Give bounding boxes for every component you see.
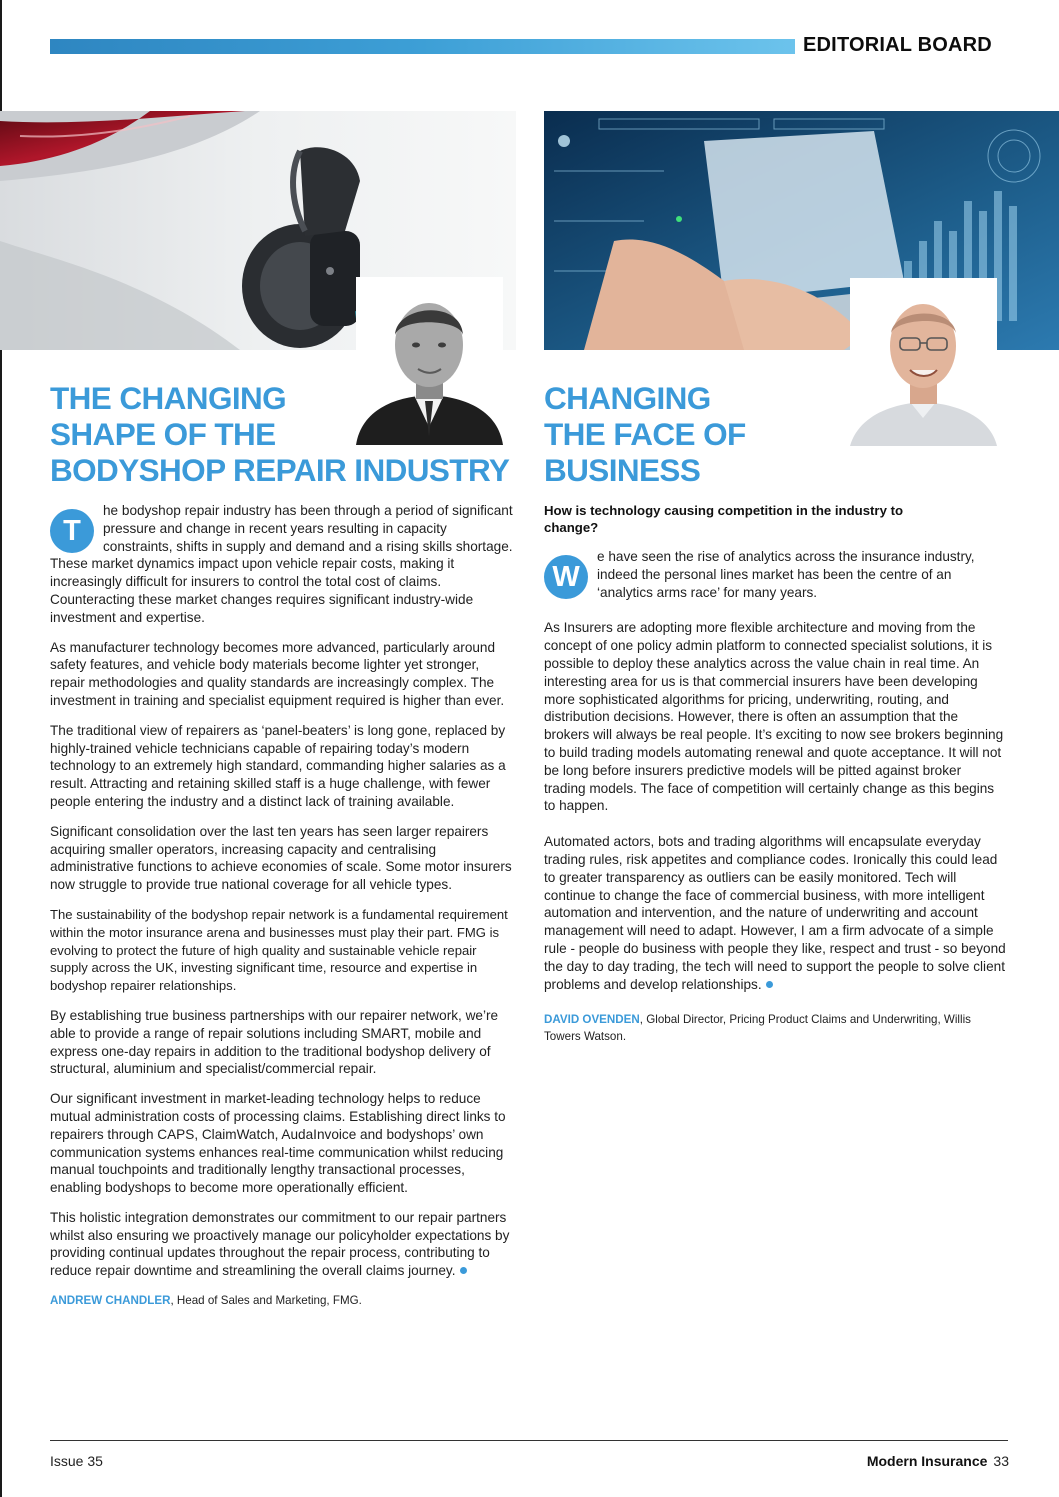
headline-line: BUSINESS — [544, 452, 701, 488]
left-article-headline — [50, 380, 509, 488]
end-mark-icon — [766, 981, 773, 988]
right-article-body — [544, 502, 1006, 1057]
article-paragraph — [50, 1209, 516, 1280]
article-paragraph: Our significant investment in market-leading technology helps to reduce mutual administration costs of processing claims. Establishing direct links to repairers through CAPS, ClaimWatch, AudaInvoice and bodyshops’ own communication systems enhances real-time communication whilst reducing manual touchpoints and traditionally lengthy transactional processes, enabling bodyshops to become more operationally efficient. — [50, 1091, 506, 1196]
byline-role: , Global Director, Pricing Product Claims and Underwriting, Willis Towers Watson. — [544, 1013, 971, 1044]
paragraph-text: Automated actors, bots and trading algorithms will encapsulate everyday trading rules, risk appetites and compliance codes. Ironically this could lead to greater transparency as outliers can be easily monitored. Tech will continue to change the face of commercial business, with more intelligent automation and intervention, and the nature of underwriting and account management will need to adapt. However, I am a firm advocate of a simple rule - people do business with people they like, respect and trust - so beyond the day to day trading, the tech will need to support the people to solve client problems and develop relationships. — [544, 834, 1006, 992]
standfirst: How is technology causing competition in the industry to change? — [544, 503, 904, 535]
headline-line: THE FACE OF — [544, 416, 746, 452]
left-article-body — [50, 502, 516, 1321]
magazine-name: Modern Insurance — [866, 1453, 988, 1469]
byline-role: , Head of Sales and Marketing, FMG. — [170, 1294, 362, 1308]
footer-issue: Issue 35 — [50, 1453, 103, 1469]
right-article-headline — [544, 380, 746, 488]
footer-rule — [50, 1440, 1008, 1441]
article-paragraph: The traditional view of repairers as ‘panel-beaters’ is long gone, replaced by highly-trained vehicle technicians capable of repairing today’s modern technology to an extremely high standard, commanding higher salaries as a result. Attracting and retaining skilled staff is a huge challenge, with fewer people entering the industry and a distinct lack of training available. — [50, 722, 506, 809]
paragraph-text: e have seen the rise of analytics across the insurance industry, indeed the personal lines market has been the centre of an ‘analytics arms race’ for many years. — [597, 549, 975, 600]
article-paragraph: The sustainability of the bodyshop repair network is a fundamental requirement within the motor insurance arena and businesses must play their part. FMG is evolving to protect the future of high quality and sustainable vehicle repair supply across the UK, investing significant time, resource and expertise in bodyshop repairer relationships. — [50, 906, 508, 994]
article-paragraph — [544, 833, 1006, 993]
footer-magazine — [867, 1453, 1009, 1469]
byline-name: ANDREW CHANDLER — [50, 1294, 171, 1308]
david-ovenden-portrait — [850, 278, 997, 446]
headline-line: BODYSHOP REPAIR INDUSTRY — [50, 452, 510, 488]
drop-cap: T — [50, 509, 94, 553]
section-label: EDITORIAL BOARD — [803, 34, 992, 56]
byline — [544, 1011, 1006, 1045]
headline-line: THE CHANGING — [50, 380, 287, 416]
byline-name: DAVID OVENDEN — [544, 1013, 640, 1027]
drop-cap: W — [544, 555, 588, 599]
paragraph-text: This holistic integration demonstrates our commitment to our repair partners whilst also ensuring we proactively manage our policyholder expectations by providing continual updates throughout the repair process, contributing to reduce repair downtime and streamlining the overall claims journey. — [50, 1209, 510, 1279]
article-paragraph: By establishing true business partnerships with our repairer network, we’re able to provide a range of repair solutions including SMART, mobile and express one-day repairs in addition to the traditional bodyshop delivery of structural, aluminium and specialist/commercial repair. — [50, 1007, 499, 1077]
article-paragraph — [544, 548, 1006, 601]
headline-line: SHAPE OF THE — [50, 416, 276, 452]
article-paragraph: As Insurers are adopting more flexible architecture and moving from the concept of one policy admin platform to connected specialist solutions, it is possible to deploy these analytics across the value chain in real time. An interesting area for us is that commercial insurers have been developing more sophisticated algorithms for pricing, underwriting, routing, and distribution decisions. However, there is often an assumption that the brokers will always be real people. It’s exciting to now see brokers beginning to build trading models automating renewal and quote acceptance. It will not be long before insurers predictive models will be pitted against broker trading models. The face of competition will certainly change as this begins to happen. — [544, 620, 1004, 814]
byline — [50, 1292, 516, 1309]
article-paragraph: Significant consolidation over the last ten years has seen larger repairers acquiring smaller operators, increasing capacity and centralising administrative functions to achieve economies of scale. Some motor insurers now struggle to provide true national coverage for all vehicle types. — [50, 823, 512, 893]
article-paragraph — [50, 502, 516, 627]
article-paragraph: As manufacturer technology becomes more advanced, particularly around safety features, and vehicle body materials become lighter yet stronger, repair methodologies and quality standards are increasingly complex. The investment in training and specialist equipment required is higher than ever. — [50, 639, 505, 708]
headline-line: CHANGING — [544, 380, 711, 416]
paragraph-text: he bodyshop repair industry has been through a period of significant pressure and change in recent years resulting in capacity constraints, shifts in supply and demand and a rising skills shortage. These market dynamics impact upon vehicle repair costs, making it increasingly difficult for insurers to control the total cost of claims. Counteracting these market changes requires significant industry-wide investment and expertise. — [50, 503, 513, 625]
header-accent-bar — [50, 39, 795, 54]
page-number: 33 — [993, 1453, 1009, 1469]
end-mark-icon — [460, 1267, 467, 1274]
